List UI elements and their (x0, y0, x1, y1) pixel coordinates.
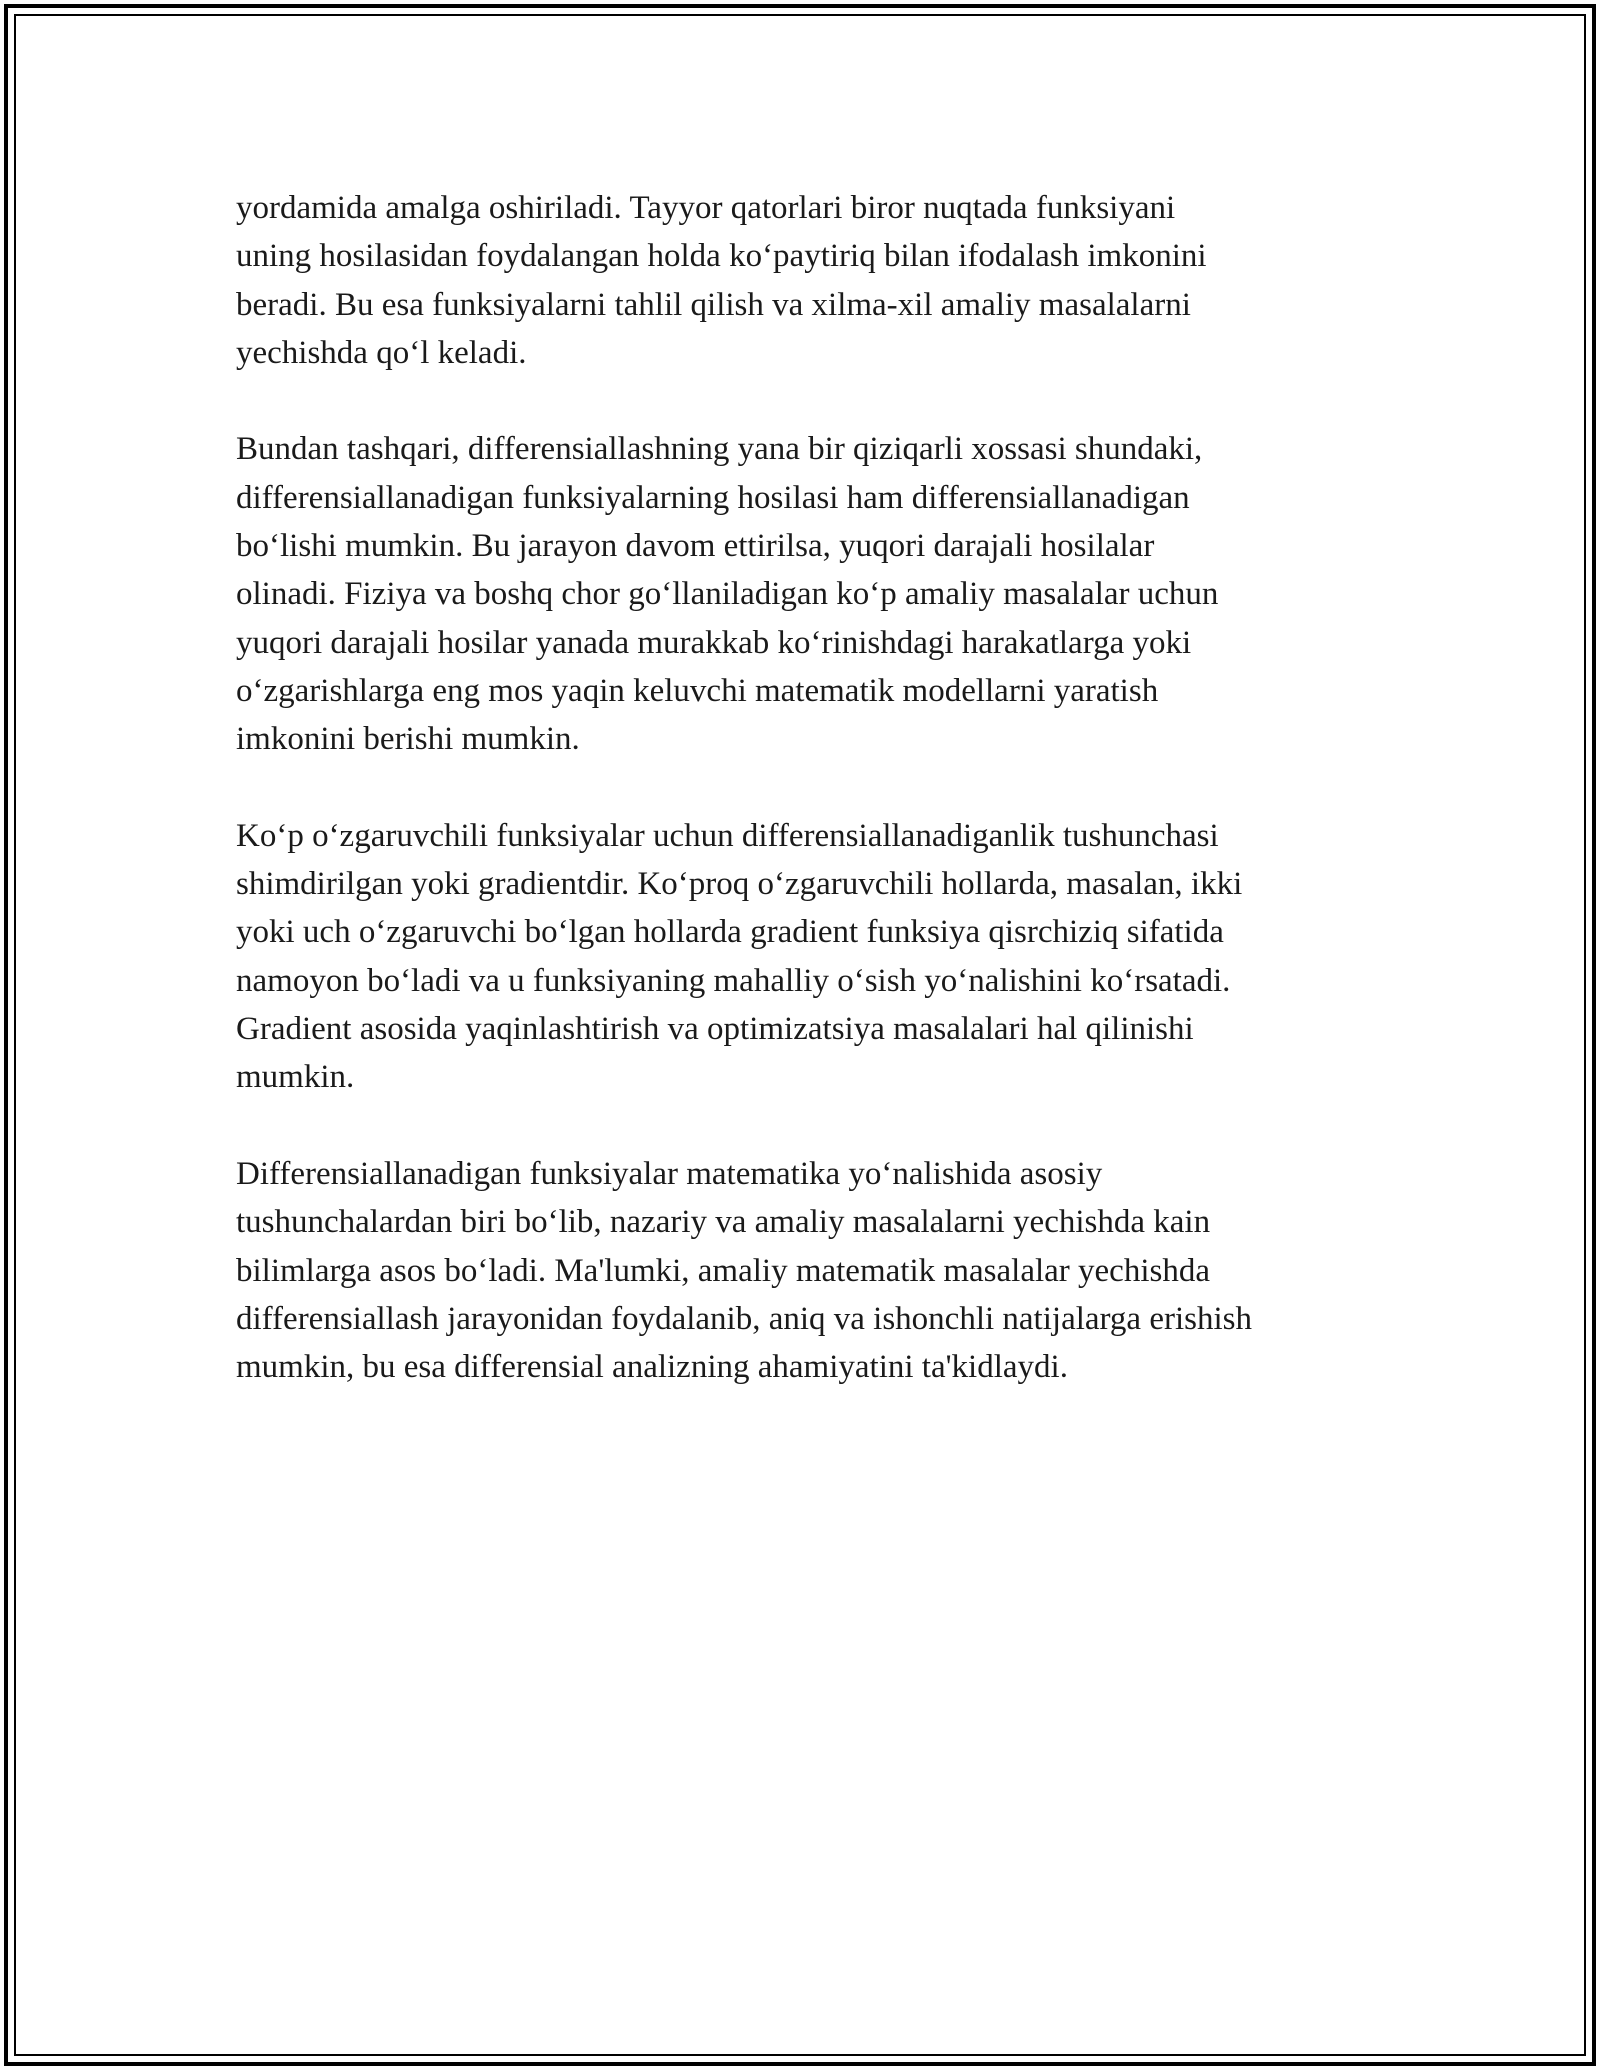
paragraph-1 (236, 184, 1386, 377)
text-line: yoki uch oʻzgaruvchi boʻlgan hollarda gradient funksiya qisrchiziq sifatida (236, 914, 1224, 951)
text-line: shimdirilgan yoki gradientdir. Koʻproq oʻzgaruvchili hollarda, masalan, ikki (236, 866, 1243, 903)
text-line: bilimlarga asos boʻladi. Ma'lumki, amaliy matematik masalalar yechishda (236, 1252, 1210, 1289)
text-line: beradi. Bu esa funksiyalarni tahlil qilish va xilma-xil amaliy masalalarni (236, 286, 1191, 323)
text-line: mumkin. (236, 1059, 355, 1096)
text-line: boʻlishi mumkin. Bu jarayon davom ettirilsa, yuqori darajali hosilalar (236, 528, 1155, 565)
text-line: mumkin, bu esa differensial analizning ahamiyatini ta'kidlaydi. (236, 1349, 1068, 1386)
text-line: Koʻp oʻzgaruvchili funksiyalar uchun differensiallanadiganlik tushunchasi (236, 817, 1219, 854)
text-line: imkonini berishi mumkin. (236, 721, 580, 758)
text-line: Gradient asosida yaqinlashtirish va optimizatsiya masalalari hal qilinishi (236, 1011, 1194, 1048)
paragraph-2 (236, 425, 1386, 763)
text-line: olinadi. Fiziya va boshq chor goʻllaniladigan koʻp amaliy masalalar uchun (236, 576, 1219, 613)
document-body (236, 184, 1386, 1440)
text-line: Differensiallanadigan funksiyalar matematika yoʻnalishida asosiy (236, 1155, 1103, 1192)
text-line: namoyon boʻladi va u funksiyaning mahalliy oʻsish yoʻnalishini koʻrsatadi. (236, 962, 1231, 999)
text-line: yuqori darajali hosilar yanada murakkab koʻrinishdagi harakatlarga yoki (236, 624, 1192, 661)
paragraph-3 (236, 812, 1386, 1102)
text-line: yordamida amalga oshiriladi. Tayyor qatorlari biror nuqtada funksiyani (236, 190, 1176, 226)
text-line: differensiallash jarayonidan foydalanib, aniq va ishonchli natijalarga erishish (236, 1300, 1252, 1337)
text-line: Bundan tashqari, differensiallashning yana bir qiziqarli xossasi shundaki, (236, 431, 1203, 468)
text-line: tushunchalardan biri boʻlib, nazariy va amaliy masalalarni yechishda kain (236, 1204, 1211, 1241)
text-line: uning hosilasidan foydalangan holda koʻpaytiriq bilan ifodalash imkonini (236, 238, 1207, 275)
text-line: oʻzgarishlarga eng mos yaqin keluvchi matematik modellarni yaratish (236, 672, 1159, 709)
text-line: differensiallanadigan funksiyalarning hosilasi ham differensiallanadigan (236, 479, 1190, 516)
text-line: yechishda qoʻl keladi. (236, 334, 527, 371)
paragraph-4 (236, 1150, 1386, 1391)
